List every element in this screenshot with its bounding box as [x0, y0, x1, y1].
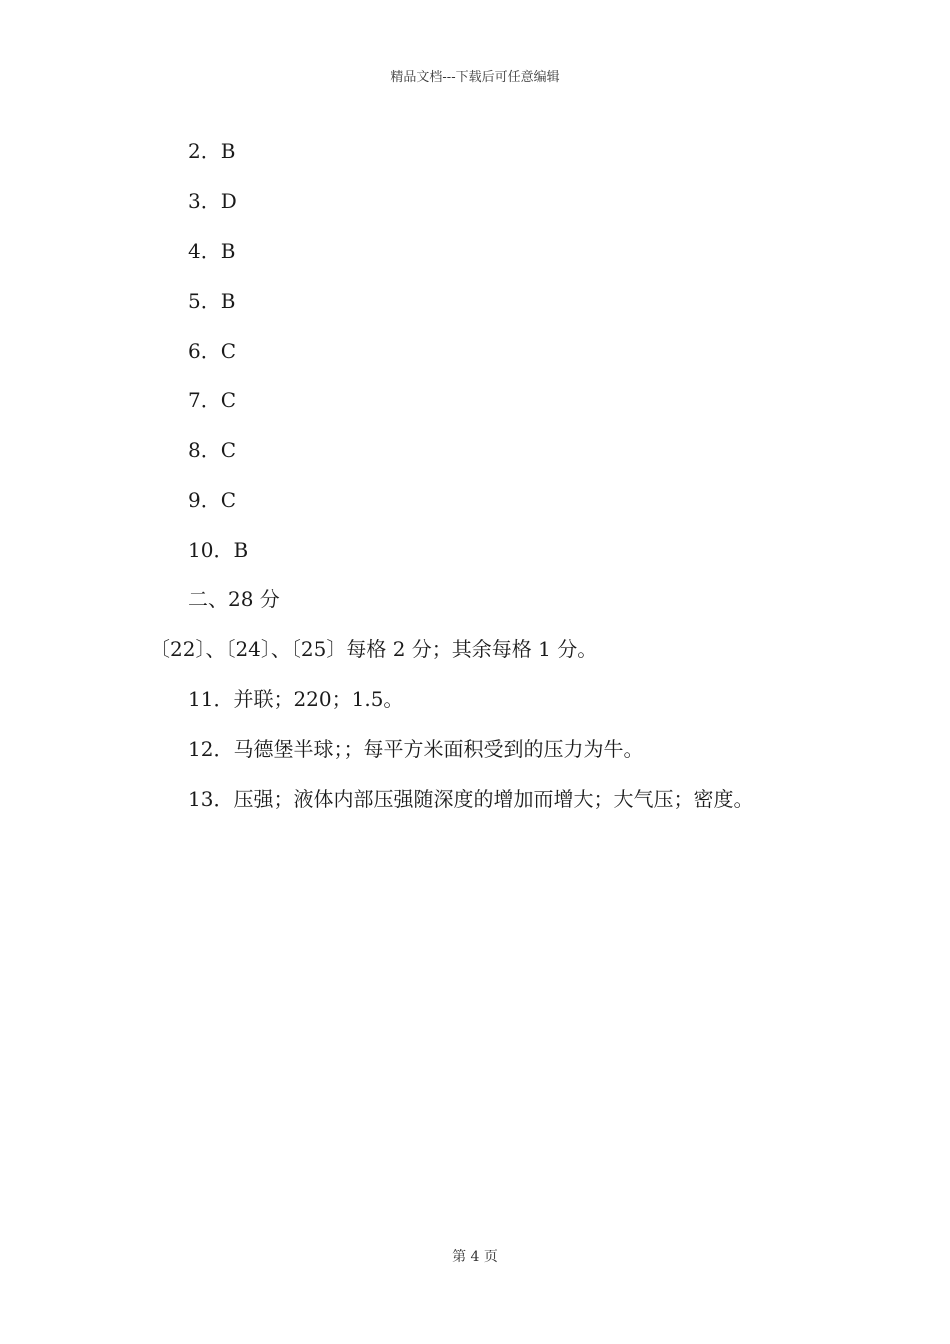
- scoring-note: 〔22〕、〔24〕、〔25〕每格 2 分；其余每格 1 分。: [150, 637, 598, 661]
- section-heading: 二、28 分: [188, 587, 280, 611]
- fill-answer-line: 11．并联；220；1.5。: [188, 687, 404, 711]
- fill-answer-line: 13．压强；液体内部压强随深度的增加而增大；大气压；密度。: [188, 787, 754, 811]
- page-number: 第 4 页: [452, 1249, 498, 1265]
- answer-line: 5．B: [188, 289, 236, 313]
- answer-line: 7．C: [188, 388, 237, 412]
- answer-line: 10．B: [188, 538, 249, 562]
- answer-line: 3．D: [188, 189, 237, 213]
- answer-line: 6．C: [188, 339, 237, 363]
- answer-line: 4．B: [188, 239, 236, 263]
- answer-line: 9．C: [188, 488, 237, 512]
- page-header: 精品文档---下载后可任意编辑: [390, 70, 560, 85]
- answer-line: 8．C: [188, 438, 237, 462]
- fill-answer-line: 12．马德堡半球；；每平方米面积受到的压力为牛。: [188, 737, 644, 761]
- answer-line: 2．B: [188, 139, 236, 163]
